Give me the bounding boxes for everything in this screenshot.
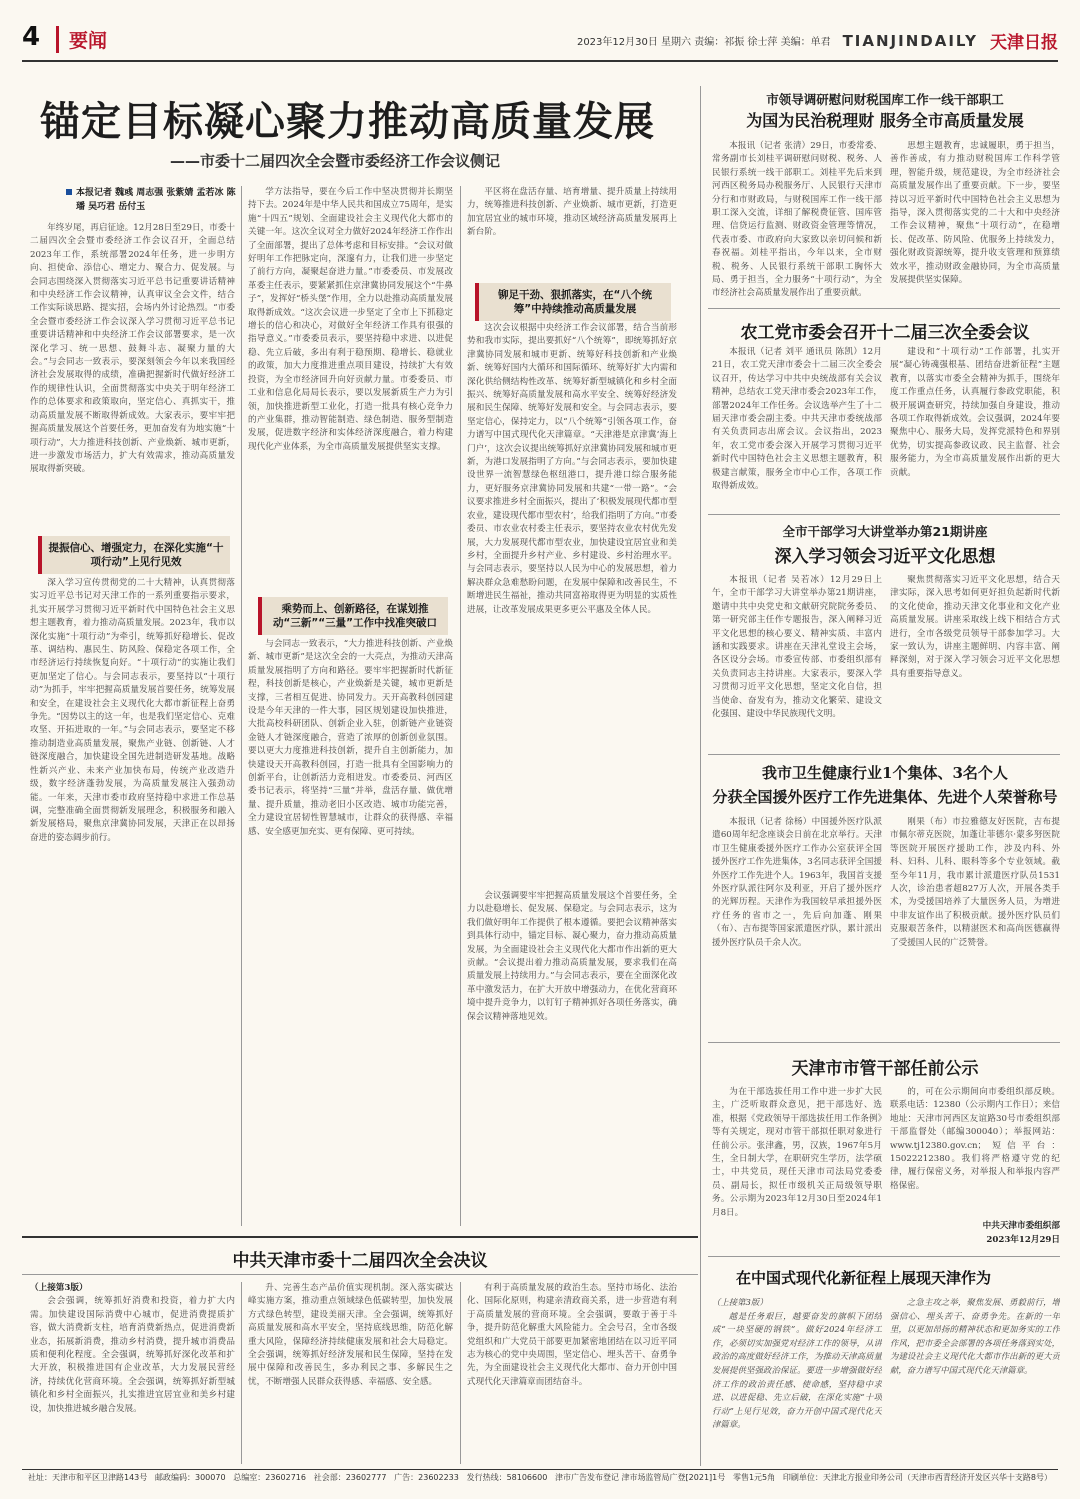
article-5-column-2: 聚焦贯彻落实习近平文化思想，结合天津实际，深入思考如何更好担负起新时代新的文化使命，推动天津文化事业和文化产业高质量发展。讲座采取线上线下相结合方式进行，全市各级党员领导干部参加学习。大家一致认为，讲座主题鲜明、内容丰富、阐释深刻，对于深入学习领会习近平文化思想具有重要指导意义。 xyxy=(890,575,1060,679)
section-divider xyxy=(22,1236,698,1238)
lead-column-3b: 这次会议根据中央经济工作会议部署，结合当前形势和我市实际，提出要抓好“八个统筹”，即统筹抓好京津冀协同发展和城市更新、统筹好科技创新和产业焕新、统筹好国内大循环和国际循环、统筹好扩大内需和深化供给侧结构性改革、统筹好新型城镇化和乡村全面振兴、统筹好高质量发展和高水平安全、统筹好经济发展和民生保障、统筹好发展和安全。与会同志表示，要坚定信心，保持定力，以“八个统筹”引领各项工作，奋力谱写中国式现代化天津篇章。“天津港是京津冀‘海上门户’，这次会议提出统筹抓好京津冀协同发展和城市更新，为港口发展指明了方向。”与会同志表示，要加快建设世界一流智慧绿色枢纽港口，提升港口综合服务能力，更好服务京津冀协同发展和共建“一带一路”。“会议要求推进乡村全面振兴，提出了‘积极发展现代都市型农业，建设现代都市型农村’，给我们指明了方向。”市委委员、市农业农村委主任表示，要坚持农业农村优先发展，大力发展现代都市型农业，加快建设宜居宜业和美乡村，全面提升乡村产业、乡村建设、乡村治理水平。与会同志表示，要坚持以人民为中心的发展思想，着力解决群众急难愁盼问题，在发展中保障和改善民生，不断增进民生福祉，推动共同富裕取得更为明显的实质性进展，让改革发展成果更多更公平惠及全体人民。 xyxy=(467,323,677,615)
article-3-headline: 为国为民治税理财 服务全市高质量发展 xyxy=(746,111,1024,130)
footer-license: 津市广告发布登记 津市场监管局广登[2021]1号 xyxy=(555,1473,726,1482)
article-2-column-3: 有利于高质量发展的政治生态。坚持市场化、法治化、国际化原则，构建亲清政商关系，进一步营造有利于高质量发展的营商环境。全会强调，要敢于善于斗争，提升防范化解重大风险能力。全会号召，全市各级党组织和广大党员干部要更加紧密地团结在以习近平同志为核心的党中央周围，坚定信心、埋头苦干、奋勇争先，为全面建设社会主义现代化大都市、奋力开创中国式现代化天津篇章而团结奋斗。 xyxy=(467,1283,677,1387)
article-4-headline: 农工党市委会召开十二届三次全委会议 xyxy=(740,323,1030,343)
column-rule xyxy=(700,86,701,1466)
article-6-column-2: 刚果（布）市拉雅德友好医院，吉布提市佩尔蒂克医院，加蓬让菲德尔·蒙多努医院等医院开展医疗援助工作，涉及内科、外科、妇科、儿科、眼科等多个专业领域。截至今年11月，我市累计派遣医疗队员1531人次，诊治患者超827万人次，开展各类手术，为受援国培养了大量医务人员，为增进中非友谊作出了积极贡献。援外医疗队员们克服艰苦条件，以精湛医术和高尚医德赢得了受援国人民的广泛赞誉。 xyxy=(890,817,1060,948)
masthead xyxy=(22,22,1058,62)
lead-column-3c: 会议强调要牢牢把握高质量发展这个首要任务，全力以赴稳增长、促发展、保稳定。与会同志表示，这为我们做好明年工作提供了根本遵循。要把会议精神落实到具体行动中，锚定目标、凝心聚力，奋力推动高质量发展，为全面建设社会主义现代化大都市作出新的更大贡献。“会议提出着力推动高质量发展，要求我们在高质量发展上持续用力。”与会同志表示，要在全面深化改革中激发活力，在扩大开放中增强动力，在优化营商环境中提升竞争力，以钉钉子精神抓好各项任务落实，确保会议精神落地见效。 xyxy=(467,891,677,1022)
lead-subhead-3: 铆足干劲、狠抓落实，在“八个统筹”中持续推动高质量发展 xyxy=(475,283,671,321)
footer-printer: 印刷单位：天津北方报业印务公司（天津市西青经济开发区兴华十支路8号） xyxy=(782,1473,1052,1482)
column-rule xyxy=(460,1282,461,1464)
article-5-kicker: 全市干部学习大讲堂举办第21期讲座 xyxy=(782,524,988,539)
article-4-column-1: 本报讯（记者 刘平 通讯员 陈凯）12月21日，农工党天津市委会十二届三次全委会议召开，传达学习中共中央统战部有关会议精神，总结农工党天津市委会2023年工作，部署2024年工作任务。会议选举产生了十二届天津市委会副主委。中共天津市委统战部有关负责同志出席会议。会议指出，2023年，农工党市委会深入开展学习贯彻习近平新时代中国特色社会主义思想主题教育，积极建言献策，服务全市中心工作，各项工作取得新成效。 xyxy=(712,347,882,492)
footer-phone-distribution: 发行热线：58106600 xyxy=(466,1473,548,1482)
lead-column-1: 年终岁尾，再启征途。12月28日至29日，市委十二届四次全会暨市委经济工作会议召开，全面总结2023年工作，系统部署2024年任务，进一步明方向、担使命、添信心、增定力、聚合力、促发展。与会同志围绕深入贯彻落实习近平总书记重要讲话精神和中央经济工作会议精神，认真审议全会文件，结合工作实际谈思路、提实招，会场内外讨论热烈。“市委全会暨市委经济工作会议深入学习贯彻习近平总书记重要讲话精神和中央经济工作会议部署要求，是一次深化学习、统一思想、鼓舞斗志、凝聚力量的大会。”与会同志一致表示，要深刻领会今年以来我国经济社会发展取得的成绩，准确把握新时代做好经济工作的规律性认识，全面贯彻落实中央关于明年经济工作的总体要求和政策取向，坚定信心、真抓实干，推动高质量发展不断取得新成效。大家表示，要牢牢把握高质量发展这个首要任务，更加奋发有为地实施“十项行动”，大力推进科技创新、产业焕新、城市更新，进一步激发市场活力，扩大有效需求，推动高质量发展取得新突破。 xyxy=(30,223,235,475)
article-2-column-1: （上接第3版） 会会强调，统筹抓好消费和投资，着力扩大内需。加快建设国际消费中心城市，促进消费提质扩容，做大消费新支柱，培育消费新热点，促进消费新业态，拓展新消费，推动乡村消费，提升城市消费品质和便利化程度。全会强调，统筹抓好深化改革和扩大开放，积极推进国有企业改革，大力发展民营经济，持续优化营商环境。全会强调，统筹抓好新型城镇化和乡村全面振兴，扎实推进宜居宜业和美乡村建设，加快推进城乡融合发展。 xyxy=(30,1283,235,1414)
issue-date: 2023年12月30日 星期六 责编：祁振 徐士萍 美编：单君 xyxy=(576,37,831,48)
article-3-kicker: 市领导调研慰问财税国库工作一线干部职工 xyxy=(766,92,1004,107)
article-6-headline-1: 我市卫生健康行业1个集体、3名个人 xyxy=(762,764,1008,782)
column-rule xyxy=(460,186,461,1226)
article-4-column-2: 建设和“十项行动”工作部署，扎实开展“凝心铸魂强根基、团结奋进新征程”主题教育，以落实市委全会精神为抓手，围绕年度工作重点任务，认真履行参政党职能，积极开展调查研究，持续加强自身建设，推动各项工作取得新成效。会议强调，2024年要聚焦中心、服务大局，发挥党派特色和界别优势，切实提高参政议政、民主监督、社会服务能力，为全市高质量发展作出新的更大贡献。 xyxy=(890,347,1060,478)
page-number: 4 xyxy=(22,22,41,52)
brand-name: TIANJINDAILY xyxy=(842,31,978,50)
article-8-headline: 在中国式现代化新征程上展现天津作为 xyxy=(736,1269,992,1287)
masthead-info xyxy=(577,28,1058,53)
footer-phone-general: 总编室：23602716 xyxy=(233,1473,306,1482)
lead-headline: 锚定目标凝心聚力推动高质量发展 xyxy=(40,98,655,145)
article-6-headline-2: 分获全国援外医疗工作先进集体、先进个人荣誉称号 xyxy=(712,788,1058,806)
column-rule xyxy=(241,1282,242,1464)
footer-address: 社址：天津市和平区卫津路143号 xyxy=(28,1473,148,1482)
lead-column-2b: 与会同志一致表示，“大力推进科技创新、产业焕新、城市更新”是这次全会的一大亮点，为推动天津高质量发展指明了方向和路径。要牢牢把握新时代新征程，科技创新是核心，产业焕新是关键，城市更新是支撑，三者相互促进、协同发力。天开高教科创园建设是今年天津的一件大事，园区规划建设加快推进，大批高校科研团队、创新企业入驻，创新链产业链资金链人才链深度融合，营造了浓厚的创新创业氛围。要以更大力度推进科技创新，提升自主创新能力，加快建设天开高教科创园，打造一批具有全国影响力的创新平台，让创新活力竞相迸发。市委委员、河西区委书记表示，将坚持“三量”并举，盘活存量、做优增量、提升质量，推动老旧小区改造、城市功能完善，全力建设宜居韧性智慧城市，让群众的获得感、幸福感、安全感更加充实、更有保障、更可持续。 xyxy=(248,639,453,837)
article-7-column-2: 的，可在公示期间向市委组织部反映。联系电话：12380（公示期内工作日）；来信地址：天津市河西区友谊路30号市委组织部干部监督处（邮编300040）；举报网站：www.tj12380.gov.cn；短信平台：15022212380。我们将严格遵守党的纪律，履行保密义务，对举报人和举报内容严格保密。 xyxy=(890,1087,1060,1191)
article-divider xyxy=(708,1042,1060,1043)
article-divider xyxy=(22,1274,698,1275)
article-8-column-2: 之急主攻之举，聚焦发展、勇毅前行，增强信心、埋头苦干、奋勇争先。在新的一年里，以更加昂扬的精神状态和更加务实的工作作风，把市委全会部署的各项任务落到实处，为建设社会主义现代化大都市作出新的更大贡献，奋力谱写中国式现代化天津篇章。 xyxy=(890,1297,1060,1375)
article-7-column-1: 为在干部选拔任用工作中进一步扩大民主，广泛听取群众意见，把干部选好、选准，根据《党政领导干部选拔任用工作条例》等有关规定，现对市管干部拟任职对象进行任前公示。张津鑫，男，汉族，1967年5月生，全日制大学，在职研究生学历，法学硕士，中共党员，现任天津市司法局党委委员、副局长，拟任市级机关正局级领导职务。公示期为2023年12月30日至2024年1月8日。 xyxy=(712,1087,882,1218)
footer-price: 零售1元5角 xyxy=(732,1473,776,1482)
footer-phone-news: 社会部：23602777 xyxy=(313,1473,387,1482)
newspaper-logo: 天津日报 xyxy=(990,33,1058,53)
lead-subheadline: ——市委十二届四次全会暨市委经济工作会议侧记 xyxy=(170,152,501,170)
article-8-serial: （上接第3版） xyxy=(712,1297,768,1307)
article-7-signature: 中共天津市委组织部 xyxy=(982,1221,1060,1231)
article-divider xyxy=(708,514,1060,515)
article-6-column-1: 本报讯（记者 徐杨）中国援外医疗队派遣60周年纪念座谈会日前在北京举行。天津市卫生健康委援外医疗工作办公室获评全国援外医疗工作先进集体，3名同志获评全国援外医疗工作先进个人。1963年，我国首支援外医疗队派往阿尔及利亚，开启了援外医疗的光辉历程。天津作为我国较早承担援外医疗任务的省市之一，先后向加蓬、刚果（布）、吉布提等国家派遣医疗队，累计派出援外医疗队员千余人次。 xyxy=(712,817,882,948)
lead-subhead-1: 提振信心、增强定力，在深化实施“十项行动”上见行见效 xyxy=(38,536,230,574)
article-2-headline: 中共天津市委十二届四次全会决议 xyxy=(232,1251,488,1271)
article-5-headline: 深入学习领会习近平文化思想 xyxy=(774,547,996,567)
footer-postcode: 邮政编码：300070 xyxy=(155,1473,226,1482)
lead-column-1b: 深入学习宣传贯彻党的二十大精神，认真贯彻落实习近平总书记对天津工作的一系列重要指示要求，扎实开展学习贯彻习近平新时代中国特色社会主义思想主题教育，着力推动高质量发展。2023年，我市以深化实施“十项行动”为牵引，统筹抓好稳增长、促改革、调结构、惠民生、防风险、保稳定各项工作，全市经济运行持续恢复向好。“十项行动”的实施让我们更加坚定了信心。与会同志表示，要坚持以“十项行动”为抓手，牢牢把握高质量发展首要任务，统筹发展和安全，在建设社会主义现代化大都市新征程上奋勇争先。“因势以主的这一年，也是我们坚定信心、克难攻坚、开拓进取的一年。”与会同志表示，要坚定不移推动制造业高质量发展，聚焦产业链、创新链、人才链深度融合，加快建设全国先进制造研发基地。战略性新兴产业、未来产业加快布局，传统产业改造升级，数字经济蓬勃发展，为高质量发展注入强劲动能。一年来，天津市委市政府坚持稳中求进工作总基调，完整准确全面贯彻新发展理念，积极服务和融入新发展格局，聚焦京津冀协同发展，天津正在以昂扬奋进的姿态阔步前行。 xyxy=(30,578,235,843)
lead-authors: 本报记者 魏彧 周志强 张紫婧 孟若冰 陈璠 吴巧君 岳付玉 xyxy=(76,188,236,212)
lead-column-2: 学方法指导，要在今后工作中坚决贯彻并长期坚持下去。2024年是中华人民共和国成立75周年，是实施“十四五”规划、全面建设社会主义现代化大都市的关键一年。这次全议对全力做好2024年经济工作作出了全面部署，提出了总体考虑和目标安排。“会议对做好明年工作把脉定向，深邃有力，让我们进一步坚定了前行方向，凝聚起奋进力量。”市委委员、市发展改革委主任表示，要紧紧抓住京津冀协同发展这个“牛鼻子”，发挥好“桥头堡”作用，全力以赴推动高质量发展取得新成效。“这次会议进一步坚定了全市上下抓稳定增长的信心和决心，对做好全年经济工作具有很强的指导意义。”市委委员表示，要坚持稳中求进、以进促稳、先立后破，多出有利于稳预期、稳增长、稳就业的政策，加大力度推进重点项目建设，持续扩大有效投资，为全市经济回升向好贡献力量。市委委员、市工业和信息化局局长表示，要以发展新质生产力为引领，加快推进新型工业化，打造一批具有核心竞争力的产业集群，推动智能制造、绿色制造、服务型制造发展，促进数字经济和实体经济深度融合，着力构建现代化产业体系，为全市高质量发展提供坚实支撑。 xyxy=(248,187,453,452)
article-divider xyxy=(708,1256,1060,1257)
page-footer xyxy=(22,1469,1058,1487)
footer-phone-ad: 广告：23602233 xyxy=(394,1473,459,1482)
article-7-headline: 天津市市管干部任前公示 xyxy=(791,1059,979,1079)
article-3-column-2: 思想主题教育，忠诚履职，勇于担当，善作善成，有力推动财税国库工作科学管理，智能升级，规范建设，为全市经济社会高质量发展作出了重要贡献。下一步，要坚持以习近平新时代中国特色社会主义思想为指导，深入贯彻落实党的二十大和中央经济工作会议精神，聚焦“十项行动”，在稳增长、促改革、防风险、优服务上持续发力，强化财政资源统筹，提升收支管理和预算绩效水平，推动财政金融协同，为全市高质量发展提供坚实保障。 xyxy=(890,141,1060,286)
article-2-column-2: 升、完善生态产品价值实现机制。深入落实碳达峰实施方案，推动重点领域绿色低碳转型，加快发展方式绿色转型，建设美丽天津。全会强调，统筹抓好高质量发展和高水平安全，坚持底线思维，防范化解重大风险，保障经济持续健康发展和社会大局稳定。全会强调，统筹抓好经济发展和民生保障，坚持在发展中保障和改善民生，多办利民之事、多解民生之忧，不断增强人民群众获得感、幸福感、安全感。 xyxy=(248,1283,453,1387)
page-section: 要闻 xyxy=(56,26,107,53)
article-2-serial: （上接第3版） xyxy=(30,1283,88,1293)
article-divider xyxy=(708,308,1060,309)
article-8-column-1: （上接第3版） 越是任务艰巨，越要奋发的旗帜下团结成“一块坚硬的钢铁”。做好2024年经济工作，必须切实加强党对经济工作的领导，从讲政治的高度做好经济工作，为推动天津高质量发展提供坚强政治保证。要进一步增强做好经济工作的政治责任感、使命感，坚持稳中求进、以进促稳、先立后破，在深化实施“十项行动”上见行见效，奋力开创中国式现代化天津篇章。 xyxy=(712,1297,882,1430)
article-divider xyxy=(708,754,1060,755)
article-5-column-1: 本报讯（记者 吴若冰）12月29日上午，全市干部学习大讲堂举办第21期讲座，邀请中共中央党史和文献研究院院务委员、第一研究部主任作专题报告，深入阐释习近平文化思想的核心要义、精神实质、丰富内涵和实践要求。讲座在天津礼堂设主会场，各区设分会场。市委宣传部、市委组织部有关负责同志主持讲座。大家表示，要深入学习贯彻习近平文化思想，坚定文化自信，担当使命、奋发有为，推动文化繁荣、建设文化强国、建设中华民族现代文明。 xyxy=(712,575,882,720)
lead-subhead-2: 乘势而上、创新路径，在谋划推动“三新”“三量”工作中找准突破口 xyxy=(258,597,448,635)
lead-column-3: 平区将在盘活存量、培育增量、提升质量上持续用力，统筹推进科技创新、产业焕新、城市更新，打造更加宜居宜业的城市环境，推动区域经济高质量发展再上新台阶。 xyxy=(467,187,677,238)
article-7-signature-date: 2023年12月29日 xyxy=(986,1235,1060,1245)
article-3-column-1: 本报讯（记者 张清）29日，市委常委、常务副市长刘桂平调研慰问财税、税务、人民银行系统一线干部职工。刘桂平先后来到河西区税务局办税服务厅、人民银行天津市分行和市财政局，与财税国库工作一线干部职工深入交流，详细了解税费征管、国库管理、信贷运行监测、财政资金管理等情况，代表市委、市政府向大家致以亲切问候和新春祝福。刘桂平指出，今年以来，全市财税、税务、人民银行系统干部职工胸怀大局、勇于担当，全力服务“十项行动”，为全市经济社会高质量发展作出了重要贡献。 xyxy=(712,141,882,299)
column-rule xyxy=(241,186,242,1226)
